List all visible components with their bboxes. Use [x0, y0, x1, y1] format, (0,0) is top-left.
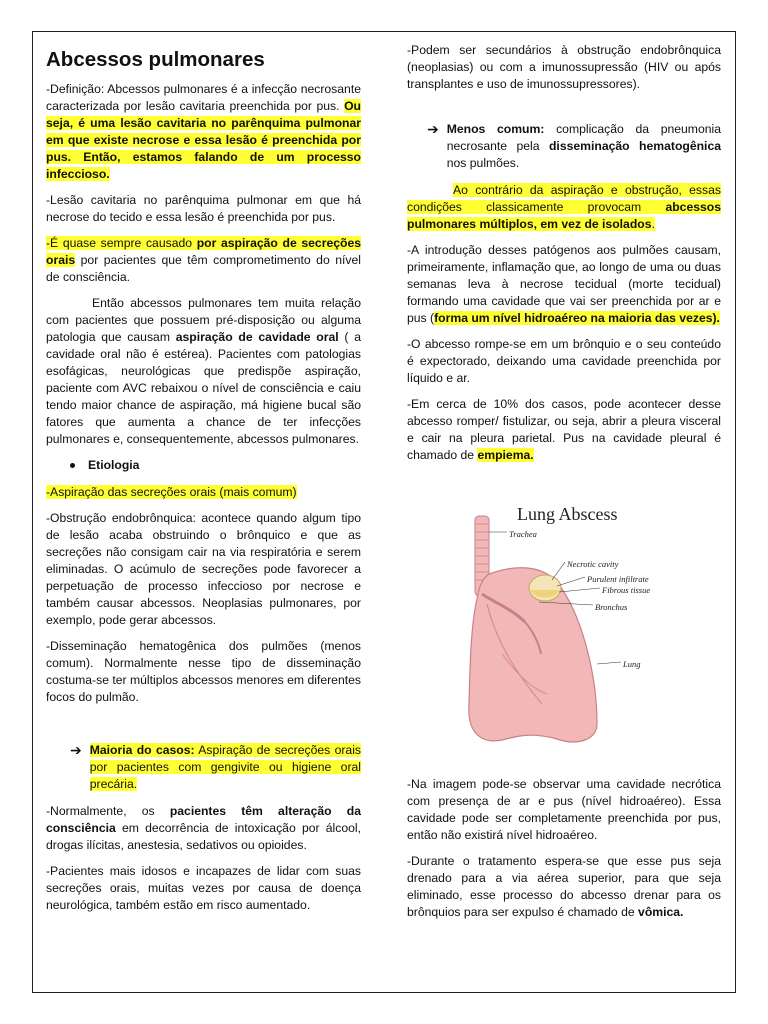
vomica-paragraph [407, 853, 721, 921]
contrast-highlight-a: Ao contrário da aspiração e obstrução, essas condições classicamente provocam [407, 183, 721, 214]
consciousness-bold: pacientes têm alteração da consciência [46, 804, 361, 835]
aspiration-highlight-a: -É quase sempre causado [46, 236, 197, 250]
vomica-text: -Durante o tratamento espera-se que esse pus seja drenado para a via aérea superior, para que seja eliminado, esse processo do abcesso drenar para os brônquios para ser expulso é chamado de [407, 854, 721, 919]
relation-text-b: ( a cavidade oral não é estéreа). Pacientes com patologias esofágicas, neurológicas que predispõe aspiração, paciente com AVC rebaixou o nível de consciência e caiu tendo maior chance de aspiração, má higiene bucal são fatores que aumenta a chance de ter infecções pulmonares e, consequentemente, abcessos pulmonares. [46, 330, 362, 446]
right-column [407, 42, 721, 930]
oral-aspiration-line [46, 484, 361, 501]
introduction-paragraph [407, 242, 721, 327]
elderly-paragraph: -Pacientes mais idosos e incapazes de lidar com suas secreções orais, muitas vezes por causa de doença neurológica, também estão em risco aumentado. [46, 864, 361, 912]
image-paragraph: -Na imagem pode-se observar uma cavidade necrótica com presença de ar e pus (nível hidroaéreo). Essa cavidade pode ser completamente preenchida por pus, então não existirá nível hidroaéreo. [407, 777, 721, 842]
definition-highlight: Ou seja, é uma lesão cavitaria no parênquima pulmonar em que existe necrose e essa lesão é preenchida por pus. Então, estamos falando de um processo infeccioso. [46, 99, 361, 181]
etiology-heading: Etiologia [88, 458, 140, 472]
majority-text [90, 742, 361, 793]
label-necrotic-cavity: Necrotic cavity [567, 559, 619, 569]
etiology-bullet [70, 457, 361, 474]
lung-abscess-figure [407, 504, 721, 749]
less-common-text [447, 121, 721, 172]
consciousness-text-b: em decorrência de intoxicação por álcool, drogas ilícitas, anestesia, sedativos ou opioides. [46, 821, 361, 852]
lung-illustration [407, 504, 721, 749]
empyema-text: -Em cerca de 10% dos casos, pode acontecer desse abcesso romper/ fistulizar, ou seja, abrir a pleura visceral e cair na pleura parietal. Pus na cavidade pleural é chamado de [407, 397, 721, 462]
arrow-right-icon: ➔ [70, 742, 82, 758]
contrast-paragraph [407, 182, 721, 233]
relation-text-a: Então abcessos pulmonares tem muita relação com pacientes que possuem pré-disposição ou alguma patologia que causam [46, 296, 361, 344]
page-title: Abcessos pulmonares [46, 48, 265, 71]
label-fibrous-tissue: Fibrous tissue [602, 585, 651, 595]
figure-title: Lung Abscess [517, 504, 618, 524]
aspiration-paragraph [46, 235, 361, 286]
introduction-text: -A introdução desses patógenos aos pulmões causam, primeiramente, inflamação que, ao longo de uma ou duas semanas leva à necrose tecidual (morte tecidual) formando uma cavidade que vai ser preenchida por ar e pus ( [407, 243, 721, 325]
aspiration-highlight-b: por aspiração de secreções orais [46, 236, 362, 267]
label-lung: Lung [623, 659, 641, 669]
relation-bold: aspiração de cavidade oral [175, 330, 339, 344]
empyema-paragraph [407, 396, 721, 464]
definition-paragraph [46, 81, 361, 183]
dissemination-paragraph: -Disseminação hematogênica dos pulmões (menos comum). Normalmente nesse tipo de disseminação costuma-se ter múltiplos abcessos menores em diferentes focos do pulmão. [46, 639, 361, 704]
less-common-label: Menos comum: [446, 122, 545, 136]
label-trachea: Trachea [509, 529, 537, 539]
consciousness-paragraph [46, 803, 361, 854]
contrast-highlight-b: abcessos pulmonares múltiplos, em vez de isolados [407, 200, 721, 231]
majority-label: Maioria do casos: [89, 743, 195, 757]
majority-item [70, 742, 361, 793]
definition-text: -Definição: Abcessos pulmonares é a infecção necrosante caracterizada por lesão cavitaria preenchida por pus. [46, 82, 361, 113]
contrast-highlight-c: . [651, 217, 655, 231]
less-common-text-b: nos pulmões. [446, 156, 520, 170]
less-common-text-a: complicação da pneumonia necrosante pela [446, 122, 721, 153]
less-common-bold: disseminação hematogênica [548, 139, 721, 153]
consciousness-text-a: -Normalmente, os [46, 804, 170, 818]
label-purulent-infiltrate: Purulent infiltrate [587, 574, 649, 584]
vomica-bold: vômica. [638, 905, 684, 919]
empyema-highlight: empiema. [477, 448, 534, 462]
obstruction-paragraph: -Obstrução endobrônquica: acontece quando algum tipo de lesão acaba obstruindo o brônquico e que as secreções não consigam cair na via respiratória e serem eliminadas. O acúmulo de secreções pode favorecer a perpetuação de processo infeccioso por necrose e também causar abcessos. Neoplasias pulmonares, por exemplo, pode gerar abcessos. [46, 511, 361, 627]
label-bronchus: Bronchus [595, 602, 628, 612]
introduction-highlight: forma um nível hidroaéreo na maioria das vezes). [434, 311, 720, 325]
secondary-paragraph: -Podem ser secundários à obstrução endobrônquica (neoplasias) ou com a imunossupressão (HIV ou após transplantes e uso de imunossupressores). [407, 43, 721, 91]
oral-aspiration-highlight: -Aspiração das secreções orais (mais comum) [46, 485, 297, 499]
left-column [46, 42, 361, 923]
majority-highlight: Aspiração de secreções orais por pacientes com gengivite ou higiene oral precária. [89, 743, 361, 791]
bullet-icon [70, 463, 75, 468]
less-common-item [427, 121, 721, 172]
arrow-right-icon: ➔ [427, 121, 439, 137]
aspiration-text: por pacientes que têm comprometimento do nível de consciência. [46, 253, 361, 284]
lesion-paragraph: -Lesão cavitaria no parênquima pulmonar em que há necrose do tecido e essa lesão é preenchida por pus. [46, 193, 361, 224]
rupture-paragraph: -O abcesso rompe-se em um brônquio e o seu conteúdo é expectorado, deixando uma cavidade preenchida por líquido e ar. [407, 337, 721, 385]
relation-paragraph [46, 295, 361, 448]
